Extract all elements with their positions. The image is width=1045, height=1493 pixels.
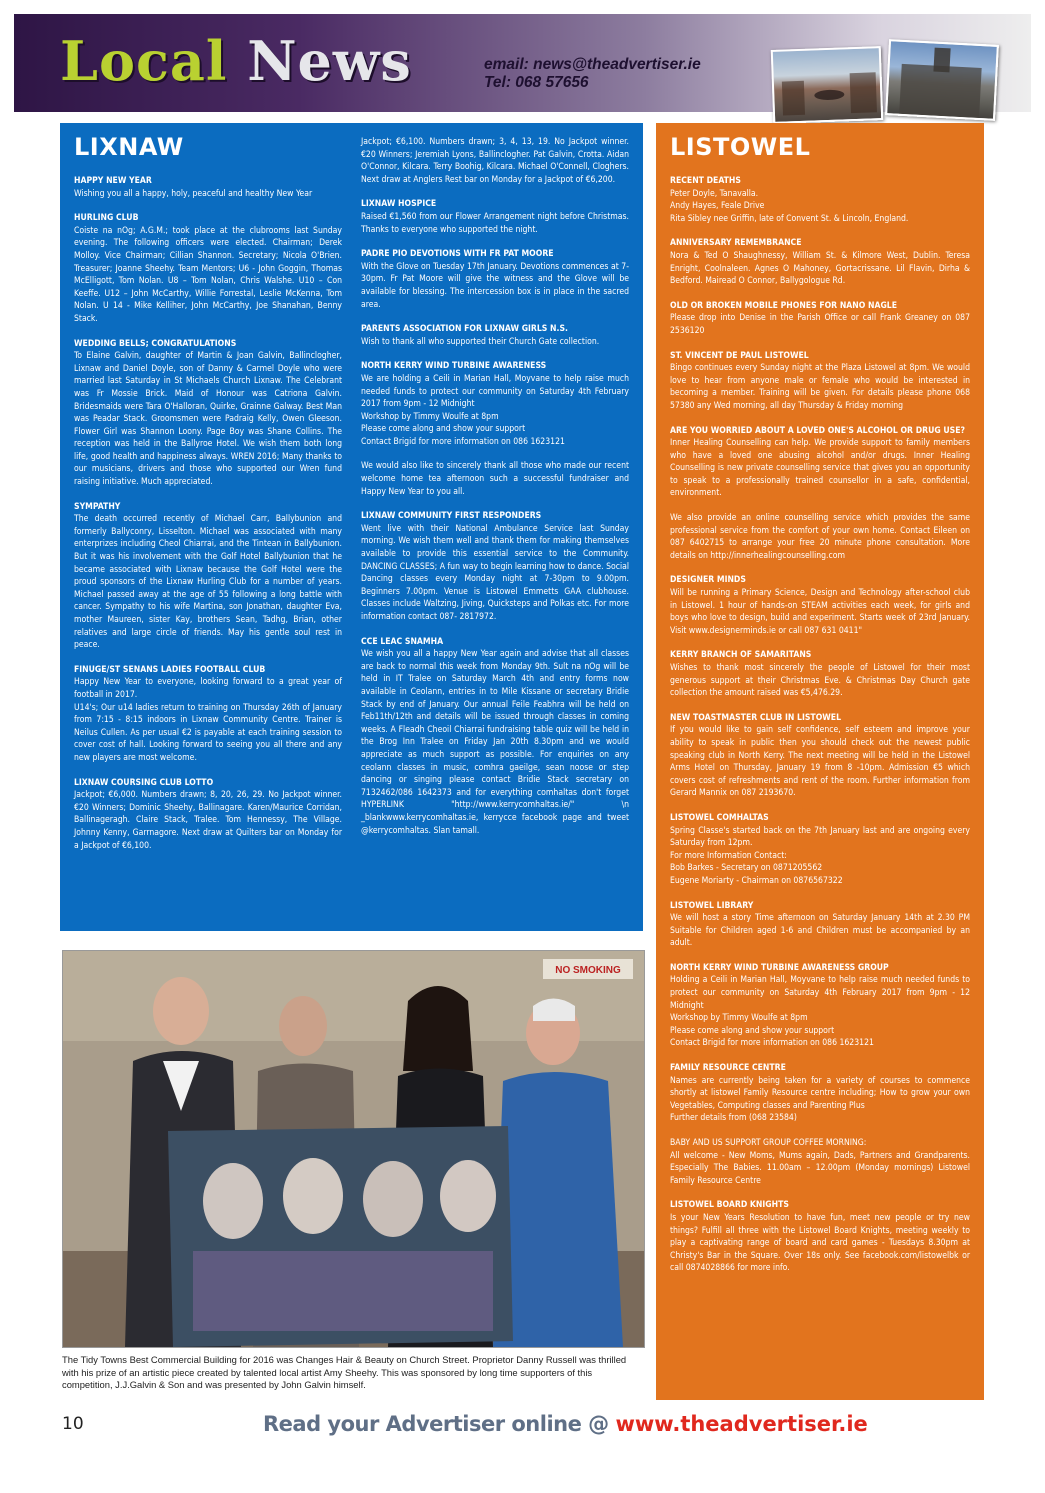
article-section xyxy=(670,900,970,950)
section-paragraph: Wishing you all a happy, holy, peaceful and healthy New Year xyxy=(74,188,313,199)
article-section xyxy=(74,212,342,325)
section-paragraph: Bingo continues every Sunday night at the Plaza Listowel at 8pm. We would love to hear from anyone male or female who would be interested in becoming a member. Training will be given. For details please phone 068 57380 any Wed morning, all day Thursday & Friday morning xyxy=(670,363,970,411)
section-paragraph: Please come along and show your support xyxy=(670,1025,835,1036)
contact-info xyxy=(484,56,701,92)
section-paragraph: We would also like to sincerely thank all those who made our recent welcome home tea afternoon such a successful fundraiser and Happy New Year to you all. xyxy=(361,461,629,497)
section-paragraph: U14's; Our u14 ladies return to training on Thursday 26th of January from 7:15 - 8:15 indoors in Lixnaw Community Centre. Trainer is Neilus Cullen. As per usual €2 is payable at each training session to cover cost of hall. Looking forward to seeing you all there and any new players are most welcome. xyxy=(74,702,342,763)
section-heading: LIXNAW COMMUNITY FIRST RESPONDERS xyxy=(361,511,542,522)
section-paragraph: Coiste na nOg; A.G.M.; took place at the clubrooms last Sunday evening. The following officers were elected. Chairman; Derek Molloy. Vice Chairman; Cillian Shannon. Secretary; Nicola O'Brien. Treasurer; Joanne Sheehy. Team Mentors; U6 - John Goggin, Thomas McElligott, Tom Nolan. U8 – Tom Nolan, Chris Walshe. U10 – Con Keeffe. U12 – John McCarthy, Willie Forrestal, Leslie McKenna, Tom Nolan. U 14 - Mike Kelliher, John McCarthy, Joe Shanahan, Benny Stack. xyxy=(74,225,342,324)
church-photo-thumbnail xyxy=(885,39,999,121)
photo-scene xyxy=(63,951,644,1347)
article-section xyxy=(361,198,629,236)
section-paragraph: Wish to thank all who supported their Church Gate collection. xyxy=(361,336,600,347)
listowel-title: LISTOWEL xyxy=(670,133,811,161)
article-section xyxy=(74,664,342,765)
page-title xyxy=(60,29,412,93)
section-heading: LISTOWEL COMHALTAS xyxy=(670,812,769,823)
section-paragraph: To Elaine Galvin, daughter of Martin & Joan Galvin, Ballinclogher, Lixnaw and Daniel Doyle, son of Danny & Carmel Doyle who were married last Saturday in St Michaels Church Lixnaw. The Celebrant was Fr Mossie Brick. Maid of Honour was Catriona Galvin. Bridesmaids were Tara O'Halloran, Quirke, Grainne Galway. Best Man was Peadar Stack. Groomsmen were Padraig Kelly, Owen Gleeson. Flower Girl was Shannon Loony. Page Boy was Shane Collins. The reception was held in the Ballyroe Hotel. We wish them both long life, good health and happiness always. WREN 2016; Many thanks to our musicians, drivers and those who supported our Wren fund raising initiative. Much appreciated. xyxy=(74,351,342,488)
article-section xyxy=(74,175,342,200)
section-paragraph: Workshop by Timmy Woulfe at 8pm xyxy=(670,1013,808,1024)
section-paragraph: Eugene Moriarty - Chairman on 0876567322 xyxy=(670,875,843,886)
section-paragraph: All welcome - New Moms, Mums again, Dads, Partners and Grandparents. Especially The Babies. 11.00am – 12.00pm (Monday mornings) Listowel Family Resource Centre xyxy=(670,1150,970,1186)
no-smoking-sign: NO SMOKING xyxy=(555,965,621,976)
section-heading: PARENTS ASSOCIATION FOR LIXNAW GIRLS N.S. xyxy=(361,324,568,335)
section-heading: HURLING CLUB xyxy=(74,213,139,224)
article-section xyxy=(670,1199,970,1275)
paragraph-break xyxy=(670,500,970,512)
section-paragraph: Names are currently being taken for a variety of courses to commence shortly at listowel Family Resource centre including; How to grow your own Vegetables, Computing classes and Parenting Plus xyxy=(670,1075,970,1111)
section-paragraph: Jackpot; €6,100. Numbers drawn; 3, 4, 13, 19. No Jackpot winner. €20 Winners; Jeremiah Lyons, Ballinclogher. Pat Galvin, Crotta. Aidan O'Connor, Kilcara. Terry Boohig, Kilcara. Michael O'Connell, Cloghers. Next draw at Anglers Rest bar on Monday for a Jackpot of €6,200. xyxy=(361,137,629,185)
title-word-local: Local xyxy=(60,29,228,93)
section-heading: LIXNAW HOSPICE xyxy=(361,199,437,210)
contact-tel: Tel: 068 57656 xyxy=(484,74,589,91)
section-heading: RECENT DEATHS xyxy=(670,176,741,186)
section-heading: ANNIVERSARY REMEMBRANCE xyxy=(670,238,802,249)
lixnaw-column-1 xyxy=(74,175,342,864)
section-heading: WEDDING BELLS; CONGRATULATIONS xyxy=(74,338,237,349)
section-heading: LISTOWEL LIBRARY xyxy=(670,900,754,911)
article-section xyxy=(74,338,342,489)
section-paragraph: Bob Barkes - Secretary on 0871205562 xyxy=(670,863,823,874)
section-paragraph: If you would like to gain self confidence, self esteem and improve your ability to speak in public then you should check out the newest public speaking club in North Kerry. The next meeting will be held in the Listowel Arms Hotel on Thursday, January 19 from 8 -10pm. Admission €5 which covers cost of refreshments and rent of the room. Further information from Gerard Mannix on 087 2193670. xyxy=(670,725,970,799)
section-paragraph: Please drop into Denise in the Parish Office or call Frank Greaney on 087 2536120 xyxy=(670,313,970,336)
section-heading: NORTH KERRY WIND TURBINE AWARENESS xyxy=(361,361,547,372)
section-paragraph: We also provide an online counselling service which provides the same professional service from the comfort of your own home. Contact Eileen on 087 6402715 to arrange your free 20 minute phone consultation. More details on http://innerhealingcounselling.com xyxy=(670,513,970,561)
street-photo-thumbnail xyxy=(771,46,884,124)
listowel-section xyxy=(656,123,984,1400)
section-paragraph: Nora & Ted O Shaughnessy, William St. & Kilmore West, Dublin. Teresa Enright, Coolnaleen. Agnes O Mahoney, Gortacrissane. Lil Flavin, Dirha & Bedford. Mairead O Connor, Ballygologue Rd. xyxy=(670,250,970,287)
lixnaw-column-2 xyxy=(361,136,629,849)
footer-read-text: Read your Advertiser online @ xyxy=(263,1412,616,1436)
section-heading: HAPPY NEW YEAR xyxy=(74,176,152,186)
lixnaw-section xyxy=(60,123,643,931)
section-paragraph: Jackpot; €6,000. Numbers drawn; 8, 20, 26, 29. No Jackpot winner. €20 Winners; Dominic Sheehy, Ballinagare. Karen/Maurice Corridan, Ballinageragh. Claire Stack, Tralee. Tom Hennessy, The Village. Johnny Kenny, Garrnagore. Next draw at Quilters bar on Monday for a Jackpot of €6,100. xyxy=(74,790,342,851)
footer-url-link[interactable]: www.theadvertiser.ie xyxy=(615,1412,868,1436)
article-section xyxy=(74,501,342,652)
article-section xyxy=(670,649,970,699)
section-heading: NEW TOASTMASTER CLUB IN LISTOWEL xyxy=(670,712,842,723)
article-section xyxy=(361,323,629,348)
section-paragraph: Holding a Ceili in Marian Hall, Moyvane to help raise much needed funds to protect our community on Saturday 4th February 2017 from 9pm - 12 Midnight xyxy=(670,975,970,1011)
photo-caption: The Tidy Towns Best Commercial Building for 2016 was Changes Hair & Beauty on Church Street. Proprietor Danny Russell was thrilled with his prize of an artistic piece created by talented local artist Amy Sheehy. This was sponsored by long time supporters of this competition, J.J.Galvin & Son and was presented by John Galvin himself. xyxy=(62,1354,627,1390)
section-paragraph: Contact Brigid for more information on 086 1623121 xyxy=(670,1038,874,1049)
article-section xyxy=(670,962,970,1050)
section-paragraph: For more Information Contact: xyxy=(670,850,787,861)
section-paragraph: Raised €1,560 from our Flower Arrangement night before Christmas. Thanks to everyone who supported the night. xyxy=(361,211,629,235)
lixnaw-title: LIXNAW xyxy=(74,133,184,161)
section-heading: SYMPATHY xyxy=(74,501,121,512)
article-section xyxy=(361,360,629,498)
section-paragraph: Further details from (068 23584) xyxy=(670,1113,797,1124)
section-paragraph: Contact Brigid for more information on 086 1623121 xyxy=(361,436,565,447)
section-heading: LISTOWEL BOARD KNIGHTS xyxy=(670,1200,789,1211)
section-paragraph: We wish you all a happy New Year again and advise that all classes are back to normal this week from Monday 9th. Sult na nOg will be held in IT Tralee on Saturday March 4th and entry forms now available in Ceolann, entries in to Mile Kissane or secretary Bridie Stack by end of January. Our annual Feile Feabhra will be held on Feb11th/12th and details will be issued through classes in coming weeks. A Fleadh Cheoil Chiarrai fundraising table quiz will be held in the Brog Inn Tralee on Friday Jan 20th 8.30pm and we would appreciate as much support as possible. For enquiries on any ceolann classes in music, comhra gaeilge, sean noose or step dancing or singing please contact Bridie Stack secretary on 7132462/086 1642373 and for everything comhaltas don't forget HYPERLINK "http://www.kerrycomhaltas.ie/" \n _blankwww.kerrycomhaltas.ie, kerrycce facebook page and tweet @kerrycomhaltas. Slan tamall. xyxy=(361,649,629,836)
article-section xyxy=(74,777,342,853)
paragraph-break xyxy=(361,448,629,460)
section-heading: FAMILY RESOURCE CENTRE xyxy=(670,1063,786,1074)
section-paragraph: Will be running a Primary Science, Design and Technology after-school club in Listowel. 1 hour of hands-on STEAM activities each week, for girls and boys who love to design, build and experiment. Starts week of 23rd January. Visit www.designerminds.ie or call 087 631 0411" xyxy=(670,588,970,636)
section-paragraph: Wishes to thank most sincerely the people of Listowel for their most generous support at their Christmas Eve. & Christmas Day Church gate collection the amount raised was €5,476.29. xyxy=(670,663,970,699)
article-section xyxy=(361,636,629,838)
article-section xyxy=(361,248,629,311)
article-section xyxy=(670,1062,970,1187)
section-paragraph: The death occurred recently of Michael Carr, Ballybunion and formerly Ballyconry, Lisselton. Michael was associated with many enterprizes including Cheol Chiarrai, and the Tintean in Ballybunion. But it was his involvement with the Golf Hotel Ballybunion that he became associated with Lixnaw because the Golf Hotel were the proud sponsors of the Lixnaw Hurling Club for a number of years. Michael passed away at the age of 55 following a long battle with cancer. Sympathy to his wife Martina, son Jonathan, daughter Eva, mother Maureen, sister Kay, brothers Sean, Tadhg, Brian, other relatives and large circle of friends. May his gentle soul rest in peace. xyxy=(74,514,342,651)
section-paragraph: Peter Doyle, Tanavalla. xyxy=(670,188,759,199)
article-section xyxy=(670,712,970,800)
section-heading: KERRY BRANCH OF SAMARITANS xyxy=(670,650,812,661)
article-section xyxy=(670,812,970,888)
section-heading: DESIGNER MINDS xyxy=(670,575,746,586)
section-paragraph: Went live with their National Ambulance Service last Sunday morning. We wish them well and thank them for making themselves available to provide this essential service to the Community. DANCING CLASSES; A fun way to begin learning how to dance. Social Dancing classes every Monday night at 7-30pm to 9.00pm. Beginners 7.00pm. Venue is Listowel Emmetts GAA clubhouse. Classes include Waltzing, Jiving, Quicksteps and Polkas etc. For more information contact 087- 2817972. xyxy=(361,523,629,622)
article-section xyxy=(361,510,629,623)
section-paragraph: Spring Classe's started back on the 7th January last and are ongoing every Saturday from 12pm. xyxy=(670,825,970,849)
article-section xyxy=(670,175,970,225)
section-heading: FINUGE/ST SENANS LADIES FOOTBALL CLUB xyxy=(74,664,266,675)
article-section xyxy=(670,350,970,413)
section-paragraph: Happy New Year to everyone, looking forward to a great year of football in 2017. xyxy=(74,677,342,700)
section-paragraph: Is your New Years Resolution to have fun, meet new people or try new things? Fulfill all three with the Listowel Board Knights, meeting weekly to play a captivating range of board and card games - Tuesdays 8.30pm at Christy's Bar in the Square. Over 18s only. See facebook.com/listowelbk or call 0874028866 for more info. xyxy=(670,1212,970,1274)
contact-email[interactable]: email: news@theadvertiser.ie xyxy=(484,56,701,73)
section-paragraph: Andy Hayes, Feale Drive xyxy=(670,201,765,212)
article-section xyxy=(670,237,970,287)
header-banner xyxy=(14,14,1031,112)
section-paragraph: BABY AND US SUPPORT GROUP COFFEE MORNING: xyxy=(670,1138,867,1148)
footer-banner xyxy=(263,1412,868,1436)
section-heading: OLD OR BROKEN MOBILE PHONES FOR NANO NAGLE xyxy=(670,300,898,311)
section-paragraph: Workshop by Timmy Woulfe at 8pm xyxy=(361,411,499,422)
article-section xyxy=(670,574,970,637)
section-heading: NORTH KERRY WIND TURBINE AWARENESS GROUP xyxy=(670,962,889,973)
award-photo xyxy=(62,950,645,1348)
section-heading: ARE YOU WORRIED ABOUT A LOVED ONE'S ALCOHOL OR DRUG USE? xyxy=(670,425,965,436)
section-paragraph: We will host a story Time afternoon on Saturday January 14th at 2.30 PM Suitable for Children aged 1-6 and Children must be accompanied by an adult. xyxy=(670,913,970,949)
section-paragraph: Rita Sibley nee Griffin, late of Convent St. & Lincoln, England. xyxy=(670,213,909,224)
article-section xyxy=(361,136,629,186)
section-paragraph: Please come along and show your support xyxy=(361,424,526,435)
paragraph-break xyxy=(670,1125,970,1137)
listowel-column xyxy=(670,175,970,1287)
article-section xyxy=(670,425,970,563)
section-heading: PADRE PIO DEVOTIONS WITH FR PAT MOORE xyxy=(361,249,554,260)
section-heading: ST. VINCENT DE PAUL LISTOWEL xyxy=(670,350,809,361)
title-word-news: News xyxy=(247,29,412,93)
section-heading: LIXNAW COURSING CLUB LOTTO xyxy=(74,777,214,788)
section-paragraph: We are holding a Ceili in Marian Hall, Moyvane to help raise much needed funds to protect our community on Saturday 4th February 2017 from 9pm - 12 Midnight xyxy=(361,373,629,410)
page-number: 10 xyxy=(62,1414,84,1434)
section-heading: CCE LEAC SNAMHA xyxy=(361,636,444,647)
article-section xyxy=(670,300,970,338)
section-paragraph: Inner Healing Counselling can help. We provide support to family members who have a loved one abusing alcohol and/or drugs. Inner Healing Counselling is new private counselling service that gives you an opportunity to speak to a professionally trained counsellor in a safe, confidential, environment. xyxy=(670,438,970,499)
section-paragraph: With the Glove on Tuesday 17th January. Devotions commences at 7-30pm. Fr Pat Moore will give the witness and the Glove will be available for blessing. The intercession box is in place in the sacred area. xyxy=(361,261,629,310)
